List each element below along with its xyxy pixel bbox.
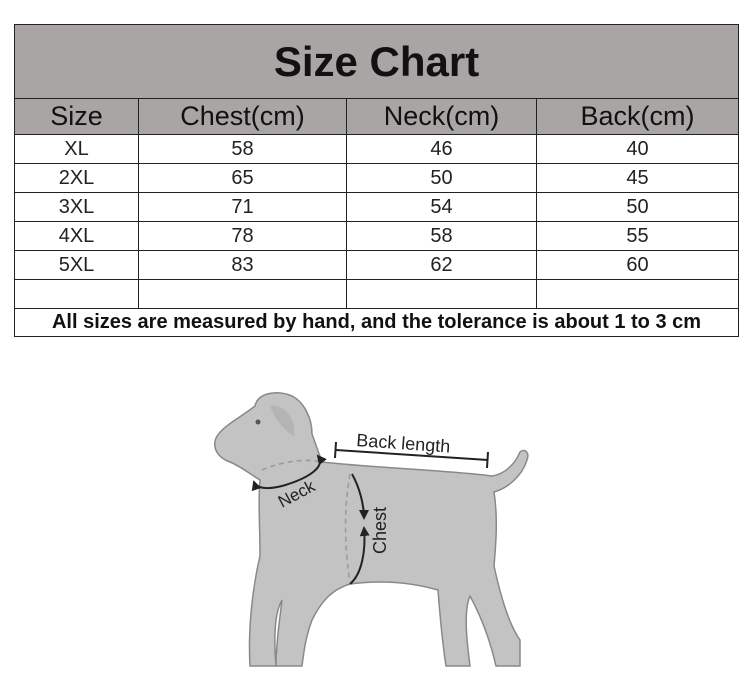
back-cell: 50 bbox=[537, 193, 739, 222]
header-row bbox=[15, 99, 739, 135]
empty-cell bbox=[139, 280, 347, 309]
back-cell: 60 bbox=[537, 251, 739, 280]
header-chest: Chest(cm) bbox=[139, 99, 347, 135]
neck-cell: 50 bbox=[347, 164, 537, 193]
neck-label: Neck bbox=[274, 476, 319, 512]
size-cell: 5XL bbox=[15, 251, 139, 280]
neck-cell: 58 bbox=[347, 222, 537, 251]
header-neck: Neck(cm) bbox=[347, 99, 537, 135]
neck-cell: 62 bbox=[347, 251, 537, 280]
chest-cell: 65 bbox=[139, 164, 347, 193]
back-cell: 40 bbox=[537, 135, 739, 164]
size-cell: XL bbox=[15, 135, 139, 164]
size-cell: 2XL bbox=[15, 164, 139, 193]
chest-cell: 71 bbox=[139, 193, 347, 222]
chest-cell: 83 bbox=[139, 251, 347, 280]
dog-eye bbox=[256, 420, 261, 425]
neck-cell: 46 bbox=[347, 135, 537, 164]
chest-label: Chest bbox=[370, 506, 390, 554]
back-tick-left bbox=[335, 442, 336, 458]
dog-measurement-diagram bbox=[200, 378, 560, 668]
table-row bbox=[15, 164, 739, 193]
neck-cell: 54 bbox=[347, 193, 537, 222]
table-row bbox=[15, 251, 739, 280]
header-back: Back(cm) bbox=[537, 99, 739, 135]
header-size: Size bbox=[15, 99, 139, 135]
table-row bbox=[15, 222, 739, 251]
empty-cell bbox=[537, 280, 739, 309]
table-row bbox=[15, 135, 739, 164]
back-tick-right bbox=[487, 452, 488, 468]
chart-title: Size Chart bbox=[15, 25, 739, 99]
back-length-label: Back length bbox=[355, 430, 451, 457]
size-cell: 3XL bbox=[15, 193, 139, 222]
table-row bbox=[15, 193, 739, 222]
size-cell: 4XL bbox=[15, 222, 139, 251]
empty-row bbox=[15, 280, 739, 309]
measurement-note: All sizes are measured by hand, and the tolerance is about 1 to 3 cm bbox=[15, 309, 739, 337]
back-cell: 45 bbox=[537, 164, 739, 193]
chest-cell: 78 bbox=[139, 222, 347, 251]
size-chart-table bbox=[14, 24, 739, 337]
empty-cell bbox=[347, 280, 537, 309]
chest-cell: 58 bbox=[139, 135, 347, 164]
back-cell: 55 bbox=[537, 222, 739, 251]
empty-cell bbox=[15, 280, 139, 309]
